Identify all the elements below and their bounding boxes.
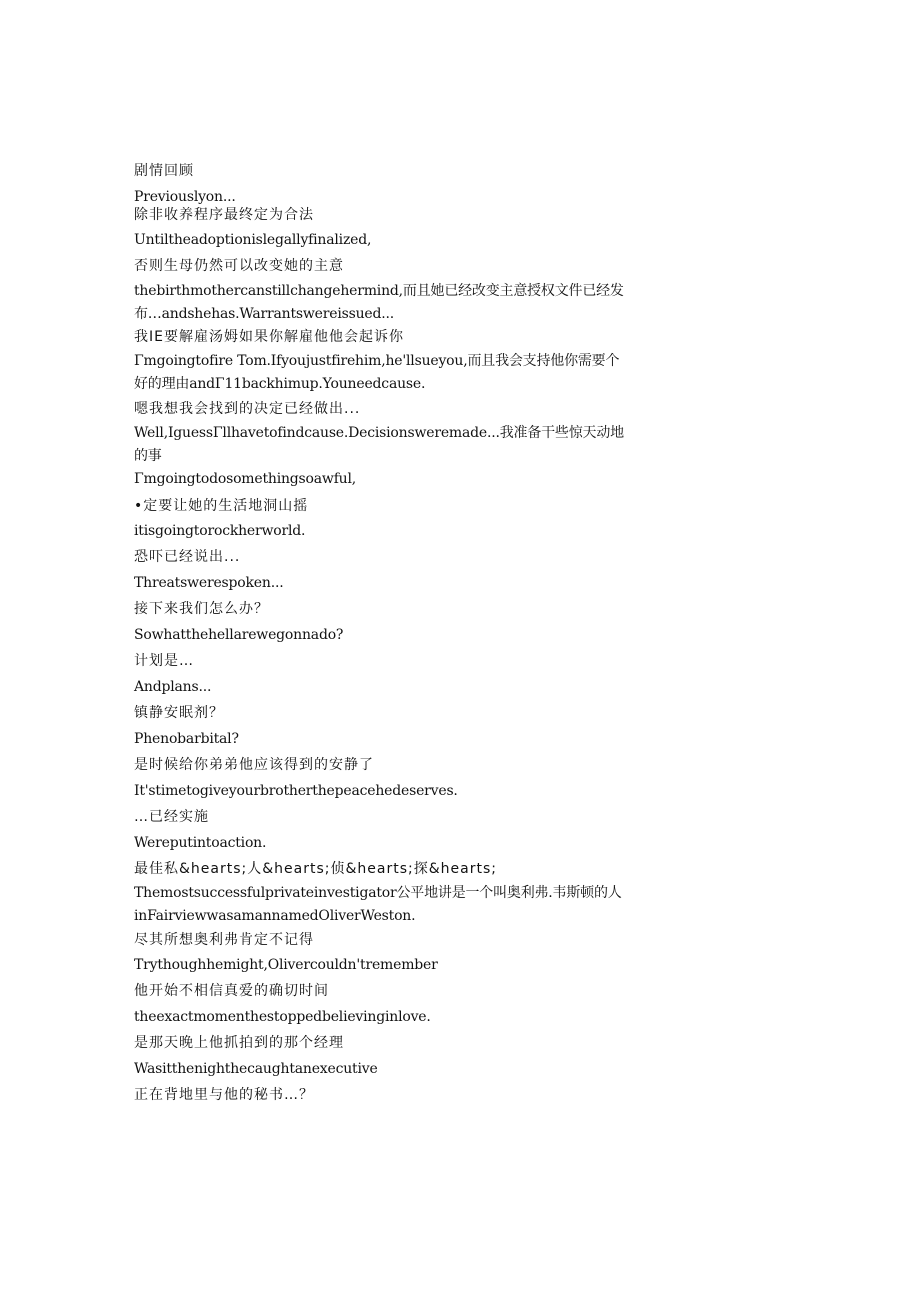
text-line: Previouslyon... xyxy=(134,189,236,205)
text-line: 尽其所想奥利弗肯定不记得 xyxy=(134,932,314,948)
text-line: •定要让她的生活地洞山摇 xyxy=(134,498,309,514)
text-line: Andplans... xyxy=(134,679,212,695)
text-line: 否则生母仍然可以改变她的主意 xyxy=(134,258,344,274)
text-line: …已经实施 xyxy=(134,809,209,825)
text-line: Well,IguessΓllhavetofindcause.Decisionsweremade...我准备干些惊天动地的事 xyxy=(134,425,624,464)
text-line: 计划是… xyxy=(134,653,194,669)
text-line: 除非收养程序最终定为合法 xyxy=(134,207,314,223)
text-line: Threatswerespoken... xyxy=(134,575,284,591)
text-line: 正在背地里与他的秘书…？ xyxy=(134,1087,314,1103)
text-line: Wereputintoaction. xyxy=(134,835,267,851)
text-line: 接下来我们怎么办？ xyxy=(134,601,269,617)
text-line: Wasitthenighthecaughtanexecutive xyxy=(134,1061,378,1077)
text-line: theexactmomenthestoppedbelievinginlove. xyxy=(134,1009,431,1025)
text-line: Phenobarbital? xyxy=(134,731,239,747)
text-line: 剧情回顾 xyxy=(134,163,194,179)
text-line: 是时候给你弟弟他应该得到的安静了 xyxy=(134,757,374,773)
text-line: It'stimetogiveyourbrotherthepeacehedeserves. xyxy=(134,783,458,799)
text-line: Trythoughhemight,Olivercouldn'tremember xyxy=(134,957,438,973)
text-line: Sowhatthehellarewegonnado? xyxy=(134,627,344,643)
text-line: thebirthmothercanstillchangehermind,而且她已经改变主意授权文件已经发布…andshehas.Warrantswereissued... xyxy=(134,283,624,322)
text-line: 他开始不相信真爱的确切时间 xyxy=(134,983,329,999)
text-line: itisgoingtorockherworld. xyxy=(134,523,306,539)
text-line: Untiltheadoptionislegallyfinalized, xyxy=(134,232,372,248)
text-line: Themostsuccessfulprivateinvestigator公平地讲是一个叫奥利弗.韦斯顿的人inFairviewwasamannamedOliverWeston. xyxy=(134,885,622,924)
text-line: Γmgoingtofire Tom.Ifyoujustfirehim,he'llsueyou,而且我会支持他你需要个好的理由andΓ11backhimup.Youneedcause. xyxy=(134,353,620,392)
text-line: 我IE要解雇汤姆如果你解雇他他会起诉你 xyxy=(134,329,404,345)
text-line: 是那天晚上他抓拍到的那个经理 xyxy=(134,1035,344,1051)
text-line: 最佳私&hearts;人&hearts;侦&hearts;探&hearts; xyxy=(134,861,497,877)
text-line: 嗯我想我会找到的决定已经做出... xyxy=(134,401,361,417)
text-line: 恐吓已经说出... xyxy=(134,549,241,565)
text-line: 镇静安眠剂？ xyxy=(134,705,224,721)
text-line: Γmgoingtodosomethingsoawful, xyxy=(134,471,357,487)
